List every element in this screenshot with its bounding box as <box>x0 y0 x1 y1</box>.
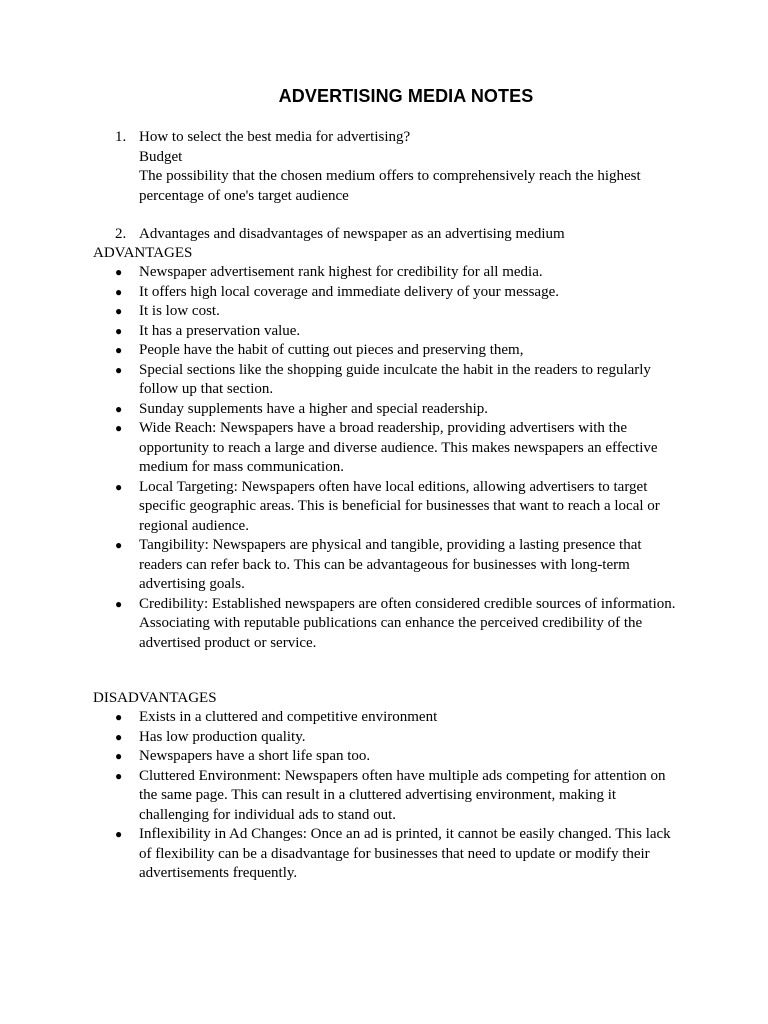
bullet-icon: ● <box>115 362 123 377</box>
bullet-icon: ● <box>115 323 123 338</box>
disadvantages-heading: DISADVANTAGES <box>93 690 217 706</box>
list-item: ● It offers high local coverage and immediate delivery of your message. <box>139 283 684 303</box>
list-item: ● Cluttered Environment: Newspapers often have multiple ads competing for attention on the same page. This can result in a cluttered advertising environment, making it challenging for individual ads to stand out. <box>115 767 666 823</box>
list-item: ● Newspapers have a short life span too. <box>139 747 684 767</box>
document-title: ADVERTISING MEDIA NOTES <box>278 86 534 106</box>
bullet-icon: ● <box>115 768 123 783</box>
bullet-icon: ● <box>115 538 123 552</box>
list-item: ● Newspaper advertisement rank highest for credibility for all media. <box>139 263 684 283</box>
question-1 <box>115 128 699 206</box>
list-item: ● People have the habit of cutting out pieces and preserving them, <box>139 341 684 361</box>
list-item: ● It is low cost. <box>139 302 684 322</box>
list-item: ● It has a preservation value. <box>139 322 684 342</box>
bullet-icon: ● <box>115 729 123 744</box>
bullet-icon: ● <box>115 401 123 416</box>
list-item: ● Inflexibility in Ad Changes: Once an ad is printed, it cannot be easily changed. This lack of flexibility can be a disadvantage for businesses that need to update or modify their advertisements frequently. <box>115 826 671 881</box>
bullet-icon: ● <box>115 343 123 357</box>
question-1-number: 1. <box>115 129 127 145</box>
question-1-answer-budget: Budget <box>139 148 183 165</box>
bullet-icon: ● <box>115 749 123 763</box>
disadvantages-list <box>115 708 684 884</box>
bullet-icon: ● <box>115 265 123 279</box>
list-item: ● Local Targeting: Newspapers often have local editions, allowing advertisers to target specific geographic areas. This is beneficial for businesses that want to reach a local or regional audience. <box>115 478 660 534</box>
advantages-heading: ADVANTAGES <box>93 245 193 261</box>
question-1-text: How to select the best media for advertising? <box>139 129 411 145</box>
list-item: ● Credibility: Established newspapers are often considered credible sources of information. Associating with reputable publications can enhance the perceived credibility of the advertised product or service. <box>115 595 676 651</box>
list-item: ● Has low production quality. <box>139 728 684 748</box>
bullet-icon: ● <box>115 710 123 724</box>
bullet-icon: ● <box>115 479 123 494</box>
bullet-icon: ● <box>115 596 123 611</box>
question-2 <box>115 225 699 245</box>
list-item: ● Tangibility: Newspapers are physical and tangible, providing a lasting presence that readers can refer back to. This can be advantageous for businesses with long-term advertising goals. <box>115 537 642 592</box>
bullet-icon: ● <box>115 827 123 841</box>
bullet-icon: ● <box>115 421 123 435</box>
bullet-icon: ● <box>115 304 123 318</box>
list-item: ● Wide Reach: Newspapers have a broad readership, providing advertisers with the opportunity to reach a large and diverse audience. This makes newspapers an effective medium for mass communication. <box>115 420 658 475</box>
question-2-text: Advantages and disadvantages of newspaper as an advertising medium <box>139 226 565 242</box>
list-item: ● Special sections like the shopping guide inculcate the habit in the readers to regularly follow up that section. <box>115 361 651 397</box>
list-item: ● Exists in a cluttered and competitive environment <box>139 708 684 728</box>
question-2-number: 2. <box>115 226 127 242</box>
bullet-icon: ● <box>115 284 123 299</box>
advantages-list <box>115 263 684 653</box>
question-1-answer-reach: The possibility that the chosen medium offers to comprehensively reach the highest percentage of one's target audience <box>139 168 641 204</box>
list-item: ● Sunday supplements have a higher and special readership. <box>139 400 684 420</box>
